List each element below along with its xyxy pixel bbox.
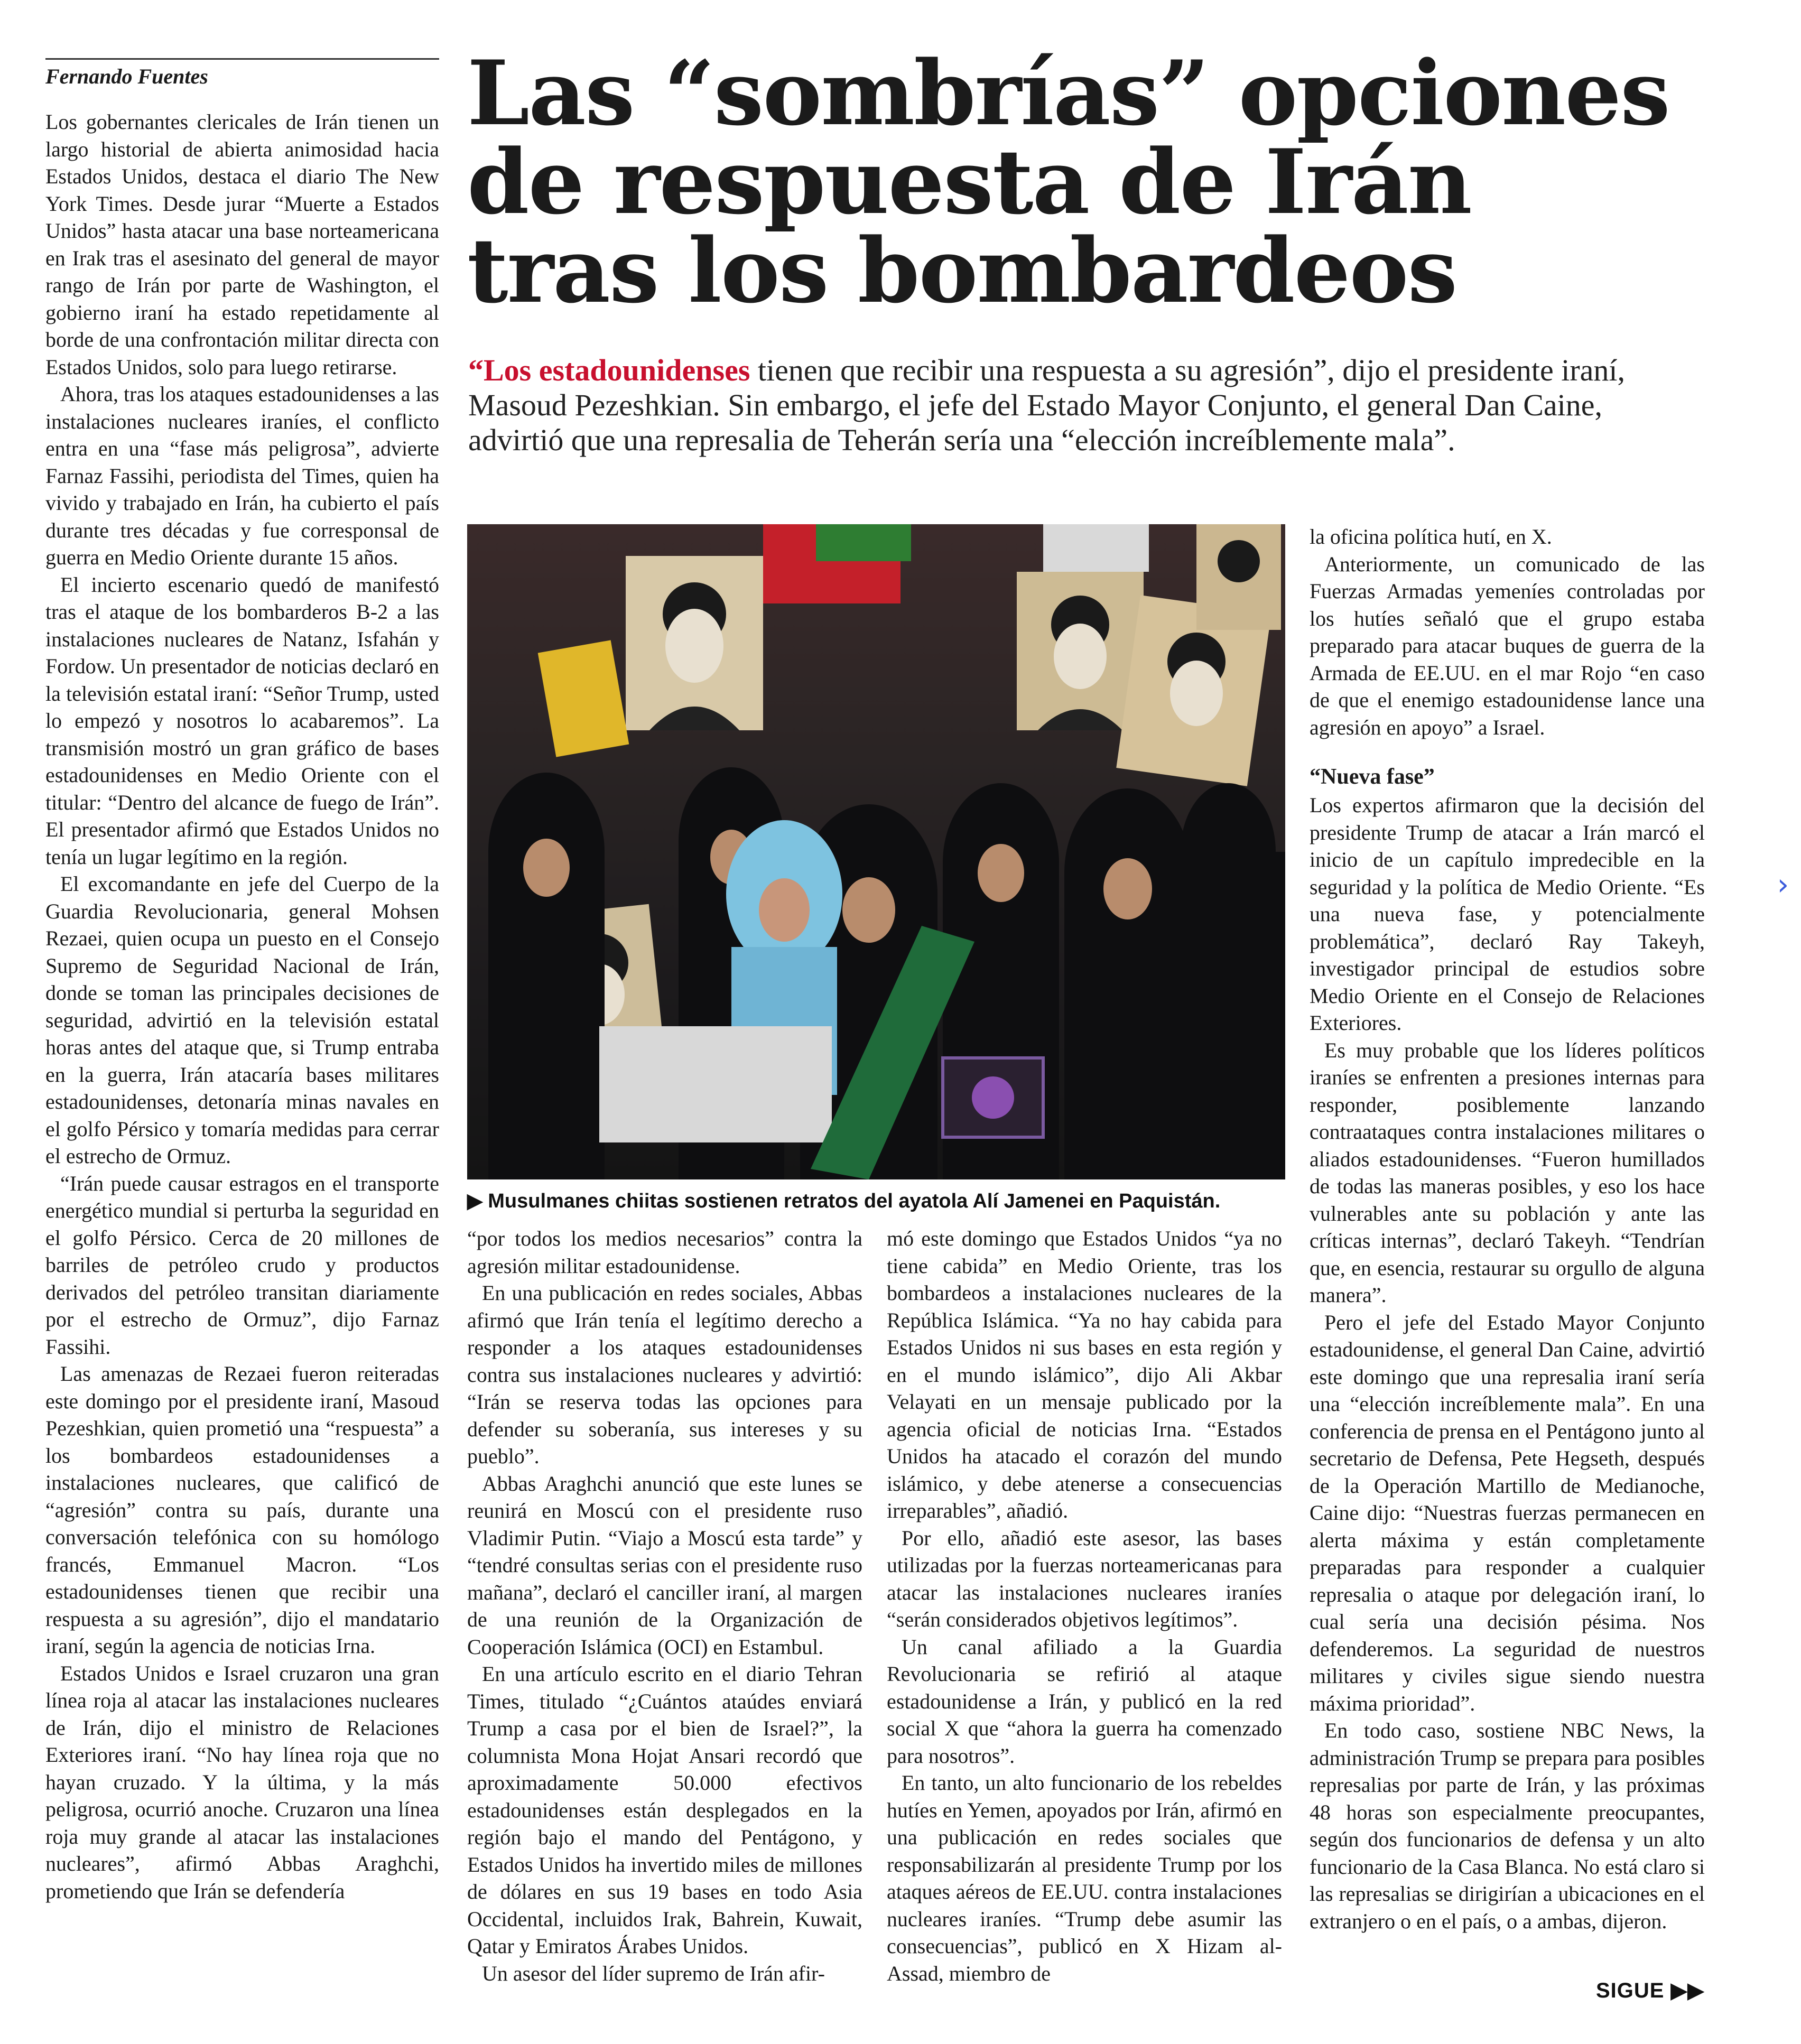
paragraph: Anteriormente, un comunicado de las Fuerzas Armadas yemeníes controladas por los hutíes señaló que el grupo estaba preparado para atacar buques de guerra de la Armada de EE.UU. en el mar Rojo “en caso de que el enemigo estadounidense lance una agresión en apoyo” a Israel. bbox=[1310, 552, 1705, 739]
paragraph: Los expertos afirmaron que la decisión del presidente Trump de atacar a Irán marcó el inicio de un capítulo impredecible en la seguridad y la política de Medio Oriente. “Es una nueva fase, y potencialmente problemática”, declaró Ray Takeyh, investigador principal de estudios sobre Medio Oriente en el Consejo de Relaciones Exteriores. bbox=[1310, 793, 1705, 1035]
yellow-poster bbox=[538, 640, 629, 757]
paragraph: Estados Unidos e Israel cruzaron una gran línea roja al atacar las instalaciones nucleares de Irán, dijo el ministro de Relaciones Exteriores iraní. “No hay línea roja que no hayan cruzado. Y la última, y la más peligrosa, ocurrió anoche. Cruzaron una línea roja muy grande al atacar las instalaciones nucleares”, afirmó Abbas Araghchi, prometiendo que Irán se defendería bbox=[45, 1661, 439, 1903]
paragraph: En una artículo escrito en el diario Tehran Times, titulado “¿Cuántos ataúdes enviará Trump a casa por el bien de Israel?”, la columnista Mona Hojat Ansari recordó que aproximadamente 50.000 efectivos estadounidenses están desplegados en la región bajo el mando del Pentágono, y Estados Unidos ha invertido miles de millones de dólares en sus 19 bases en todo Asia Occidental, incluidos Irak, Bahrein, Kuwait, Qatar y Emiratos Árabes Unidos. bbox=[467, 1662, 862, 1958]
paragraph: la oficina política hutí, en X. bbox=[1310, 525, 1552, 549]
paragraph: mó este domingo que Estados Unidos “ya no tiene cabida” en Medio Oriente, tras los bombardeos a instalaciones nucleares de la República Islámica. “Ya no hay cabida para Estados Unidos ni sus bases en esta región y en el mundo islámico”, dijo Ali Akbar Velayati en un mensaje publicado por la agencia oficial de noticias Irna. “Estados Unidos ha atacado el corazón del mundo islámico, y debe atenerse a consecuencias irreparables”, añadió. bbox=[887, 1227, 1282, 1522]
bag-flower bbox=[972, 1076, 1014, 1119]
caption-triangle-icon: ▶ bbox=[467, 1190, 483, 1212]
article-column-4 bbox=[1310, 523, 1705, 1935]
deck-lead: “Los estadounidenses bbox=[468, 353, 750, 387]
article-column-2 bbox=[467, 1225, 862, 1987]
paragraph: Un canal afiliado a la Guardia Revolucionaria se refirió al ataque estadounidense a Irán, y publicó en la red social X que “ahora la guerra ha comenzado para nosotros”. bbox=[887, 1634, 1282, 1768]
paragraph: Un asesor del líder supremo de Irán afir- bbox=[482, 1961, 825, 1985]
deck bbox=[468, 353, 1705, 458]
chevron-right-icon[interactable]: › bbox=[1777, 868, 1789, 902]
paragraph: Por ello, añadió este asesor, las bases utilizadas por la fuerzas norteamericanas para atacar las instalaciones nucleares iraníes “serán considerados objetivos legítimos”. bbox=[887, 1526, 1282, 1631]
paragraph: “por todos los medios necesarios” contra la agresión militar estadounidense. bbox=[467, 1227, 862, 1278]
flag-white bbox=[1043, 524, 1149, 572]
keffiyeh-scarf bbox=[599, 1026, 832, 1142]
paragraph: El incierto escenario quedó de manifestó tras el ataque de los bombarderos B-2 a las instalaciones nucleares de Natanz, Isfahán y Fordow. Un presentador de noticias declaró en la televisión estatal iraní: “Señor Trump, usted lo empezó y nosotros lo acabaremos”. La transmisión mostró un gran gráfico de bases estadounidenses en Medio Oriente con el titular: “Dentro del alcance de fuego de Irán”. El presentador afirmó que Estados Unidos no tenía un lugar legítimo en la región. bbox=[45, 572, 439, 869]
portrait-2 bbox=[1017, 572, 1144, 730]
paragraph: Ahora, tras los ataques estadounidenses a las instalaciones nucleares iraníes, el conflicto entra en una “fase más peligrosa”, advierte Farnaz Fassihi, periodista del Times, quien ha vivido y trabajado en Irán, ha cubierto el país durante tres décadas y fue corresponsal de guerra en Medio Oriente durante 15 años. bbox=[45, 382, 439, 569]
section-subhead: “Nueva fase” bbox=[1310, 765, 1435, 789]
paragraph: Abbas Araghchi anunció que este lunes se reunirá en Moscú con el presidente ruso Vladimir Putin. “Viajo a Moscú esta tarde” y “tendré consultas serias con el presidente ruso mañana”, declaró el canciller iraní, al margen de una reunión de la Organización de Cooperación Islámica (OCI) en Estambul. bbox=[467, 1471, 862, 1659]
caption-text: Musulmanes chiitas sostienen retratos del ayatola Alí Jamenei en Paquistán. bbox=[488, 1190, 1221, 1212]
portrait-5 bbox=[1196, 524, 1281, 630]
paragraph: En una publicación en redes sociales, Abbas afirmó que Irán tenía el legítimo derecho a responder a los ataques estadounidenses contra sus instalaciones nucleares y advirtió: “Irán se reserva todas las opciones para defender su soberanía, sus intereses y su pueblo”. bbox=[467, 1281, 862, 1468]
paragraph: Los gobernantes clericales de Irán tienen un largo historial de abierta animosidad hacia Estados Unidos, destaca el diario The New York Times. Desde jurar “Muerte a Estados Unidos” hasta atacar una base norteamericana en Irak tras el asesinato del general de mayor rango de Irán por parte de Washington, el gobierno iraní ha estado repetidamente al borde de una confrontación militar directa con Estados Unidos, solo para luego retirarse. bbox=[45, 110, 439, 379]
crowd-illustration bbox=[467, 524, 1285, 1179]
deck-rest: tienen que recibir una respuesta a su agresión”, dijo el presidente iraní, Masoud Pezeshkian. Sin embargo, el jefe del Estado Mayor Conjunto, el general Dan Caine, advirtió que una represalia de Teherán sería una “elección increíblemente mala”. bbox=[468, 353, 1626, 457]
paragraph: “Irán puede causar estragos en el transporte energético mundial si perturba la seguridad en el golfo Pérsico. Cerca de 20 millones de barriles de petróleo crudo y productos derivados del petróleo transitan diariamente por el estrecho de Ormuz”, dijo Farnaz Fassihi. bbox=[45, 1171, 439, 1359]
paragraph: El excomandante en jefe del Cuerpo de la Guardia Revolucionaria, general Mohsen Rezaei, quien ocupa un puesto en el Consejo Supremo de Seguridad Nacional de Irán, donde se toman las principales decisiones de seguridad, advirtió en la televisión estatal horas antes del ataque que, si Trump entraba en la guerra, Irán atacaría bases militares estadounidenses, detonaría minas navales en el golfo Pérsico y tomaría medidas para cerrar el estrecho de Ormuz. bbox=[45, 872, 439, 1168]
byline: Fernando Fuentes bbox=[45, 58, 439, 89]
paragraph: Es muy probable que los líderes políticos iraníes se enfrenten a presiones internas para responder, posiblemente lanzando contraataques contra instalaciones militares o aliados estadounidenses. “Fueron humillados de todas las maneras posibles, y eso los hace vulnerables ante su población y ante las críticas internas”, declaró Takeyh. “Tendrían que, en esencia, restaurar su orgullo de alguna manera”. bbox=[1310, 1038, 1705, 1307]
flag-green bbox=[816, 524, 911, 561]
portrait-1 bbox=[626, 556, 763, 730]
headline: Las “sombrías” opciones de respuesta de Irán tras los bombardeos bbox=[467, 41, 1669, 323]
continues-marker: SIGUE ▶▶ bbox=[1596, 1979, 1705, 2002]
paragraph: En tanto, un alto funcionario de los rebeldes hutíes en Yemen, apoyados por Irán, afirmó en una publicación en redes sociales que responsabilizarán al presidente Trump por los ataques aéreos de EE.UU. contra instalaciones nucleares iraníes. “Trump debe asumir las consecuencias”, publicó en X Hizam al-Assad, miembro de bbox=[887, 1771, 1282, 1985]
paragraph: Las amenazas de Rezaei fueron reiteradas este domingo por el presidente iraní, Masoud Pezeshkian, quien prometió una “respuesta” a los bombardeos estadounidenses a instalaciones nucleares, que calificó de “agresión” contra su país, durante una conversación telefónica con su homólogo francés, Emmanuel Macron. “Los estadounidenses tienen que recibir una respuesta a su agresión”, dijo el mandatario iraní, según la agencia de noticias Irna. bbox=[45, 1362, 439, 1658]
face-blue-hijab bbox=[759, 878, 810, 942]
news-photo bbox=[467, 524, 1285, 1179]
paragraph: En todo caso, sostiene NBC News, la administración Trump se prepara para posibles represalias por parte de Irán, y las próximas 48 horas son especialmente preocupantes, según dos funcionarios de defensa y un alto funcionario de la Casa Blanca. No está claro si las represalias se dirigirían a ubicaciones en el extranjero o en el país, o a ambas, dijeron. bbox=[1310, 1718, 1705, 1933]
photo-caption bbox=[467, 1189, 1285, 1213]
paragraph: Pero el jefe del Estado Mayor Conjunto estadounidense, el general Dan Caine, advirtió este domingo que una represalia iraní sería una “elección increíblemente mala”. En una conferencia de prensa en el Pentágono junto al secretario de Defensa, Pete Hegseth, después de la Operación Martillo de Medianoche, Caine dijo: “Nuestras fuerzas permanecen en alerta máxima y están completamente preparadas para responder a cualquier represalia o ataque por delegación iraní, lo cual sería una decisión pésima. Nos defenderemos. La seguridad de nuestros militares y civiles sigue siendo nuestra máxima prioridad”. bbox=[1310, 1310, 1705, 1715]
article-column-3 bbox=[887, 1225, 1282, 1987]
article-column-1 bbox=[45, 108, 439, 1904]
